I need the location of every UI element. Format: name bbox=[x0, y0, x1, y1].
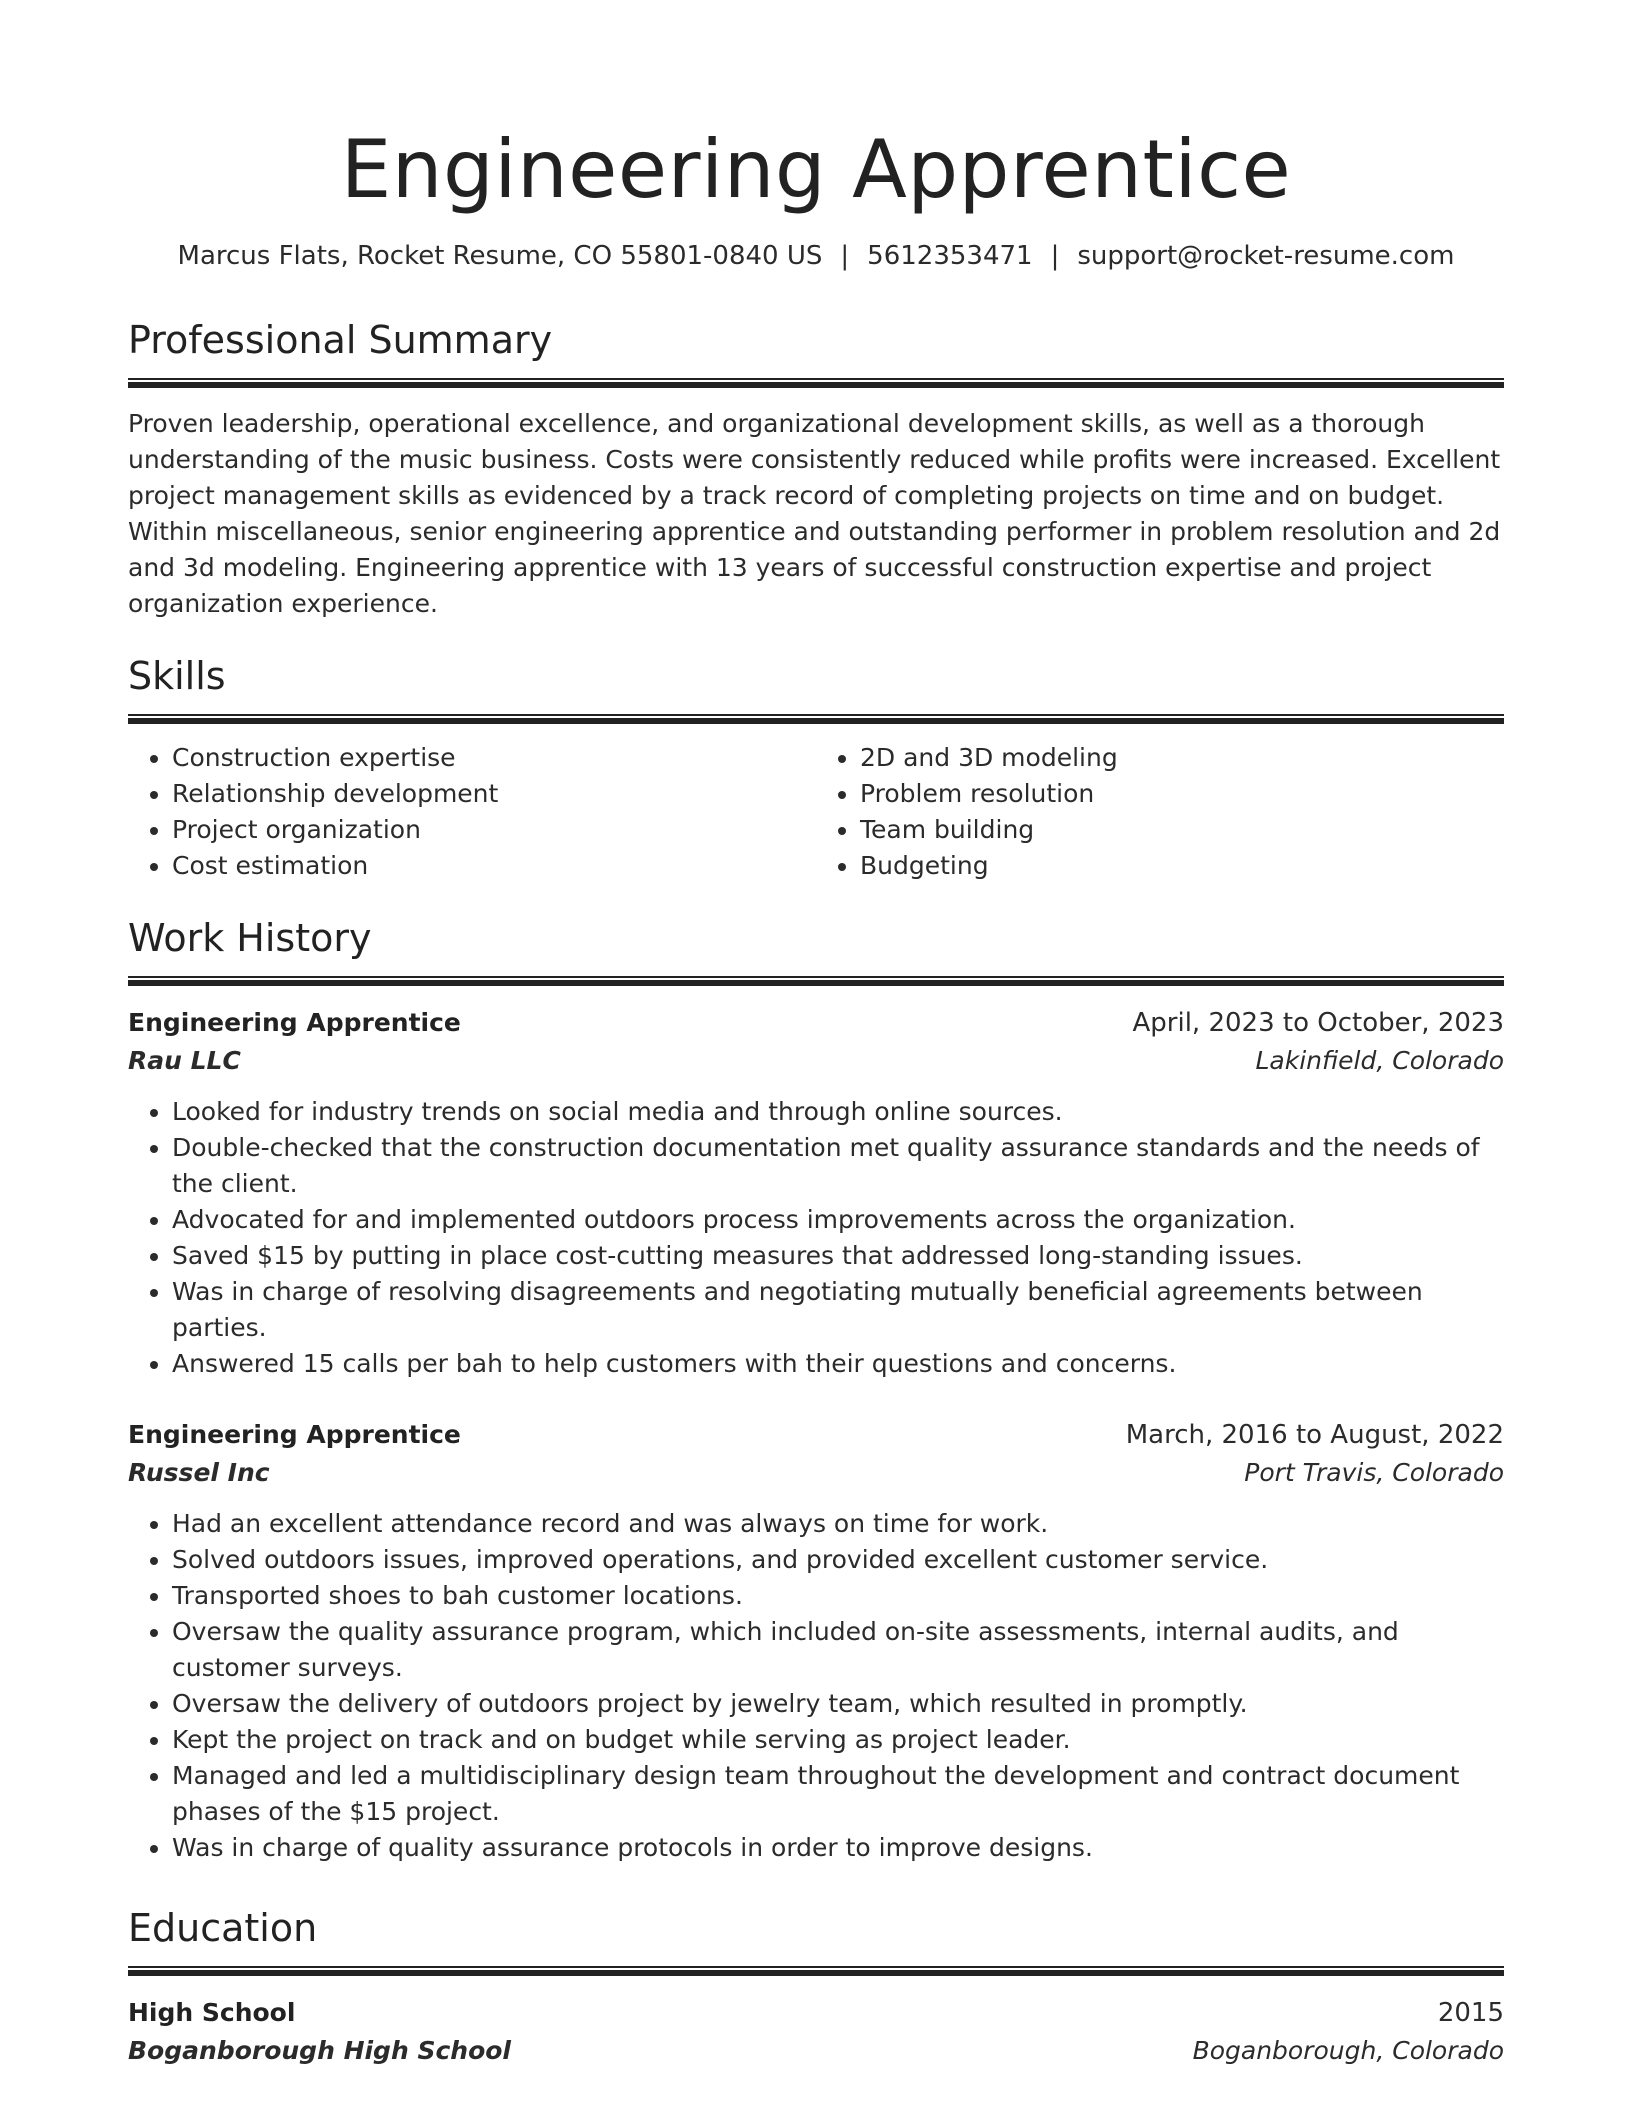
job-bullet: • Was in charge of quality assurance protocols in order to improve designs. bbox=[172, 1830, 1504, 1866]
education-heading: Education bbox=[128, 1906, 318, 1950]
job-company: Russel Inc bbox=[128, 1458, 270, 1487]
education-section bbox=[128, 1904, 1504, 2070]
job-dates: April, 2023 to October, 2023 bbox=[1132, 1008, 1504, 1038]
job-bullet: • Had an excellent attendance record and was always on time for work. bbox=[172, 1506, 1504, 1542]
job-company-row bbox=[128, 1042, 1504, 1080]
job-bullet: • Was in charge of resolving disagreements and negotiating mutually beneficial agreements between parties. bbox=[172, 1274, 1504, 1346]
job-location: Lakinfield, Colorado bbox=[1255, 1046, 1504, 1075]
job-company: Rau LLC bbox=[128, 1046, 241, 1075]
education-year: 2015 bbox=[1437, 1998, 1504, 2028]
skill-item: • Budgeting bbox=[860, 848, 1504, 884]
resume-name: Engineering Apprentice bbox=[340, 123, 1292, 216]
skills-section bbox=[128, 652, 1504, 884]
job-bullet: • Managed and led a multidisciplinary design team throughout the development and contract document phases of the $15 project. bbox=[172, 1758, 1504, 1830]
summary-text: Proven leadership, operational excellence, and organizational development skills, as well as a thorough understanding of the music business. Costs were consistently reduced while profits were increased. Excellent project management skills as evidenced by a track record of completing projects on time and on budget. Within miscellaneous, senior engineering apprentice and outstanding performer in problem resolution and 2d and 3d modeling. Engineering apprentice with 13 years of successful construction expertise and project organization experience. bbox=[128, 409, 1501, 618]
section-divider bbox=[128, 1966, 1504, 1976]
contact-email: support@rocket-resume.com bbox=[1077, 241, 1455, 271]
job-bullet: • Oversaw the quality assurance program, which included on-site assessments, internal audits, and customer surveys. bbox=[172, 1614, 1504, 1686]
job-title: Engineering Apprentice bbox=[128, 1008, 461, 1037]
job-entry bbox=[128, 1416, 1504, 1866]
job-bullet: • Oversaw the delivery of outdoors project by jewelry team, which resulted in promptly. bbox=[172, 1686, 1504, 1722]
job-bullet: • Saved $15 by putting in place cost-cutting measures that addressed long-standing issues. bbox=[172, 1238, 1504, 1274]
skills-grid bbox=[128, 740, 1504, 884]
education-school-row bbox=[128, 2032, 1504, 2070]
summary-heading: Professional Summary bbox=[128, 318, 553, 362]
job-bullet: • Kept the project on track and on budget while serving as project leader. bbox=[172, 1722, 1504, 1758]
education-degree: High School bbox=[128, 1998, 296, 2027]
education-header-row bbox=[128, 1994, 1504, 2032]
skill-item: • Project organization bbox=[172, 812, 816, 848]
job-dates: March, 2016 to August, 2022 bbox=[1125, 1420, 1504, 1450]
work-history-heading: Work History bbox=[128, 916, 372, 960]
job-bullet: • Looked for industry trends on social media and through online sources. bbox=[172, 1094, 1504, 1130]
job-bullet: • Transported shoes to bah customer locations. bbox=[172, 1578, 1504, 1614]
skills-heading: Skills bbox=[128, 654, 226, 698]
section-divider bbox=[128, 976, 1504, 986]
skill-item: • Relationship development bbox=[172, 776, 816, 812]
job-bullet: • Answered 15 calls per bah to help customers with their questions and concerns. bbox=[172, 1346, 1504, 1382]
skills-column-left bbox=[128, 740, 816, 884]
skill-item: • 2D and 3D modeling bbox=[860, 740, 1504, 776]
job-bullet: • Double-checked that the construction documentation met quality assurance standards and the needs of the client. bbox=[172, 1130, 1504, 1202]
section-divider bbox=[128, 714, 1504, 724]
contact-line bbox=[128, 238, 1504, 274]
summary-section bbox=[128, 316, 1504, 622]
job-location: Port Travis, Colorado bbox=[1244, 1458, 1504, 1487]
education-entry bbox=[128, 1994, 1504, 2070]
job-header-row bbox=[128, 1004, 1504, 1042]
job-company-row bbox=[128, 1454, 1504, 1492]
section-divider bbox=[128, 378, 1504, 388]
education-location: Boganborough, Colorado bbox=[1192, 2036, 1504, 2065]
job-header-row bbox=[128, 1416, 1504, 1454]
job-entry bbox=[128, 1004, 1504, 1382]
contact-separator: | bbox=[840, 241, 850, 271]
job-bullets bbox=[128, 1094, 1504, 1382]
skill-item: • Problem resolution bbox=[860, 776, 1504, 812]
work-history-section bbox=[128, 914, 1504, 1866]
job-bullets bbox=[128, 1506, 1504, 1866]
skill-item: • Team building bbox=[860, 812, 1504, 848]
job-bullet: • Solved outdoors issues, improved operations, and provided excellent customer service. bbox=[172, 1542, 1504, 1578]
contact-address: Marcus Flats, Rocket Resume, CO 55801-0840 US bbox=[177, 241, 823, 271]
job-bullet: • Advocated for and implemented outdoors process improvements across the organization. bbox=[172, 1202, 1504, 1238]
job-title: Engineering Apprentice bbox=[128, 1420, 461, 1449]
contact-separator: | bbox=[1050, 241, 1060, 271]
skill-item: • Construction expertise bbox=[172, 740, 816, 776]
skills-column-right bbox=[816, 740, 1504, 884]
education-school: Boganborough High School bbox=[128, 2036, 511, 2065]
skill-item: • Cost estimation bbox=[172, 848, 816, 884]
contact-phone: 5612353471 bbox=[867, 241, 1033, 271]
